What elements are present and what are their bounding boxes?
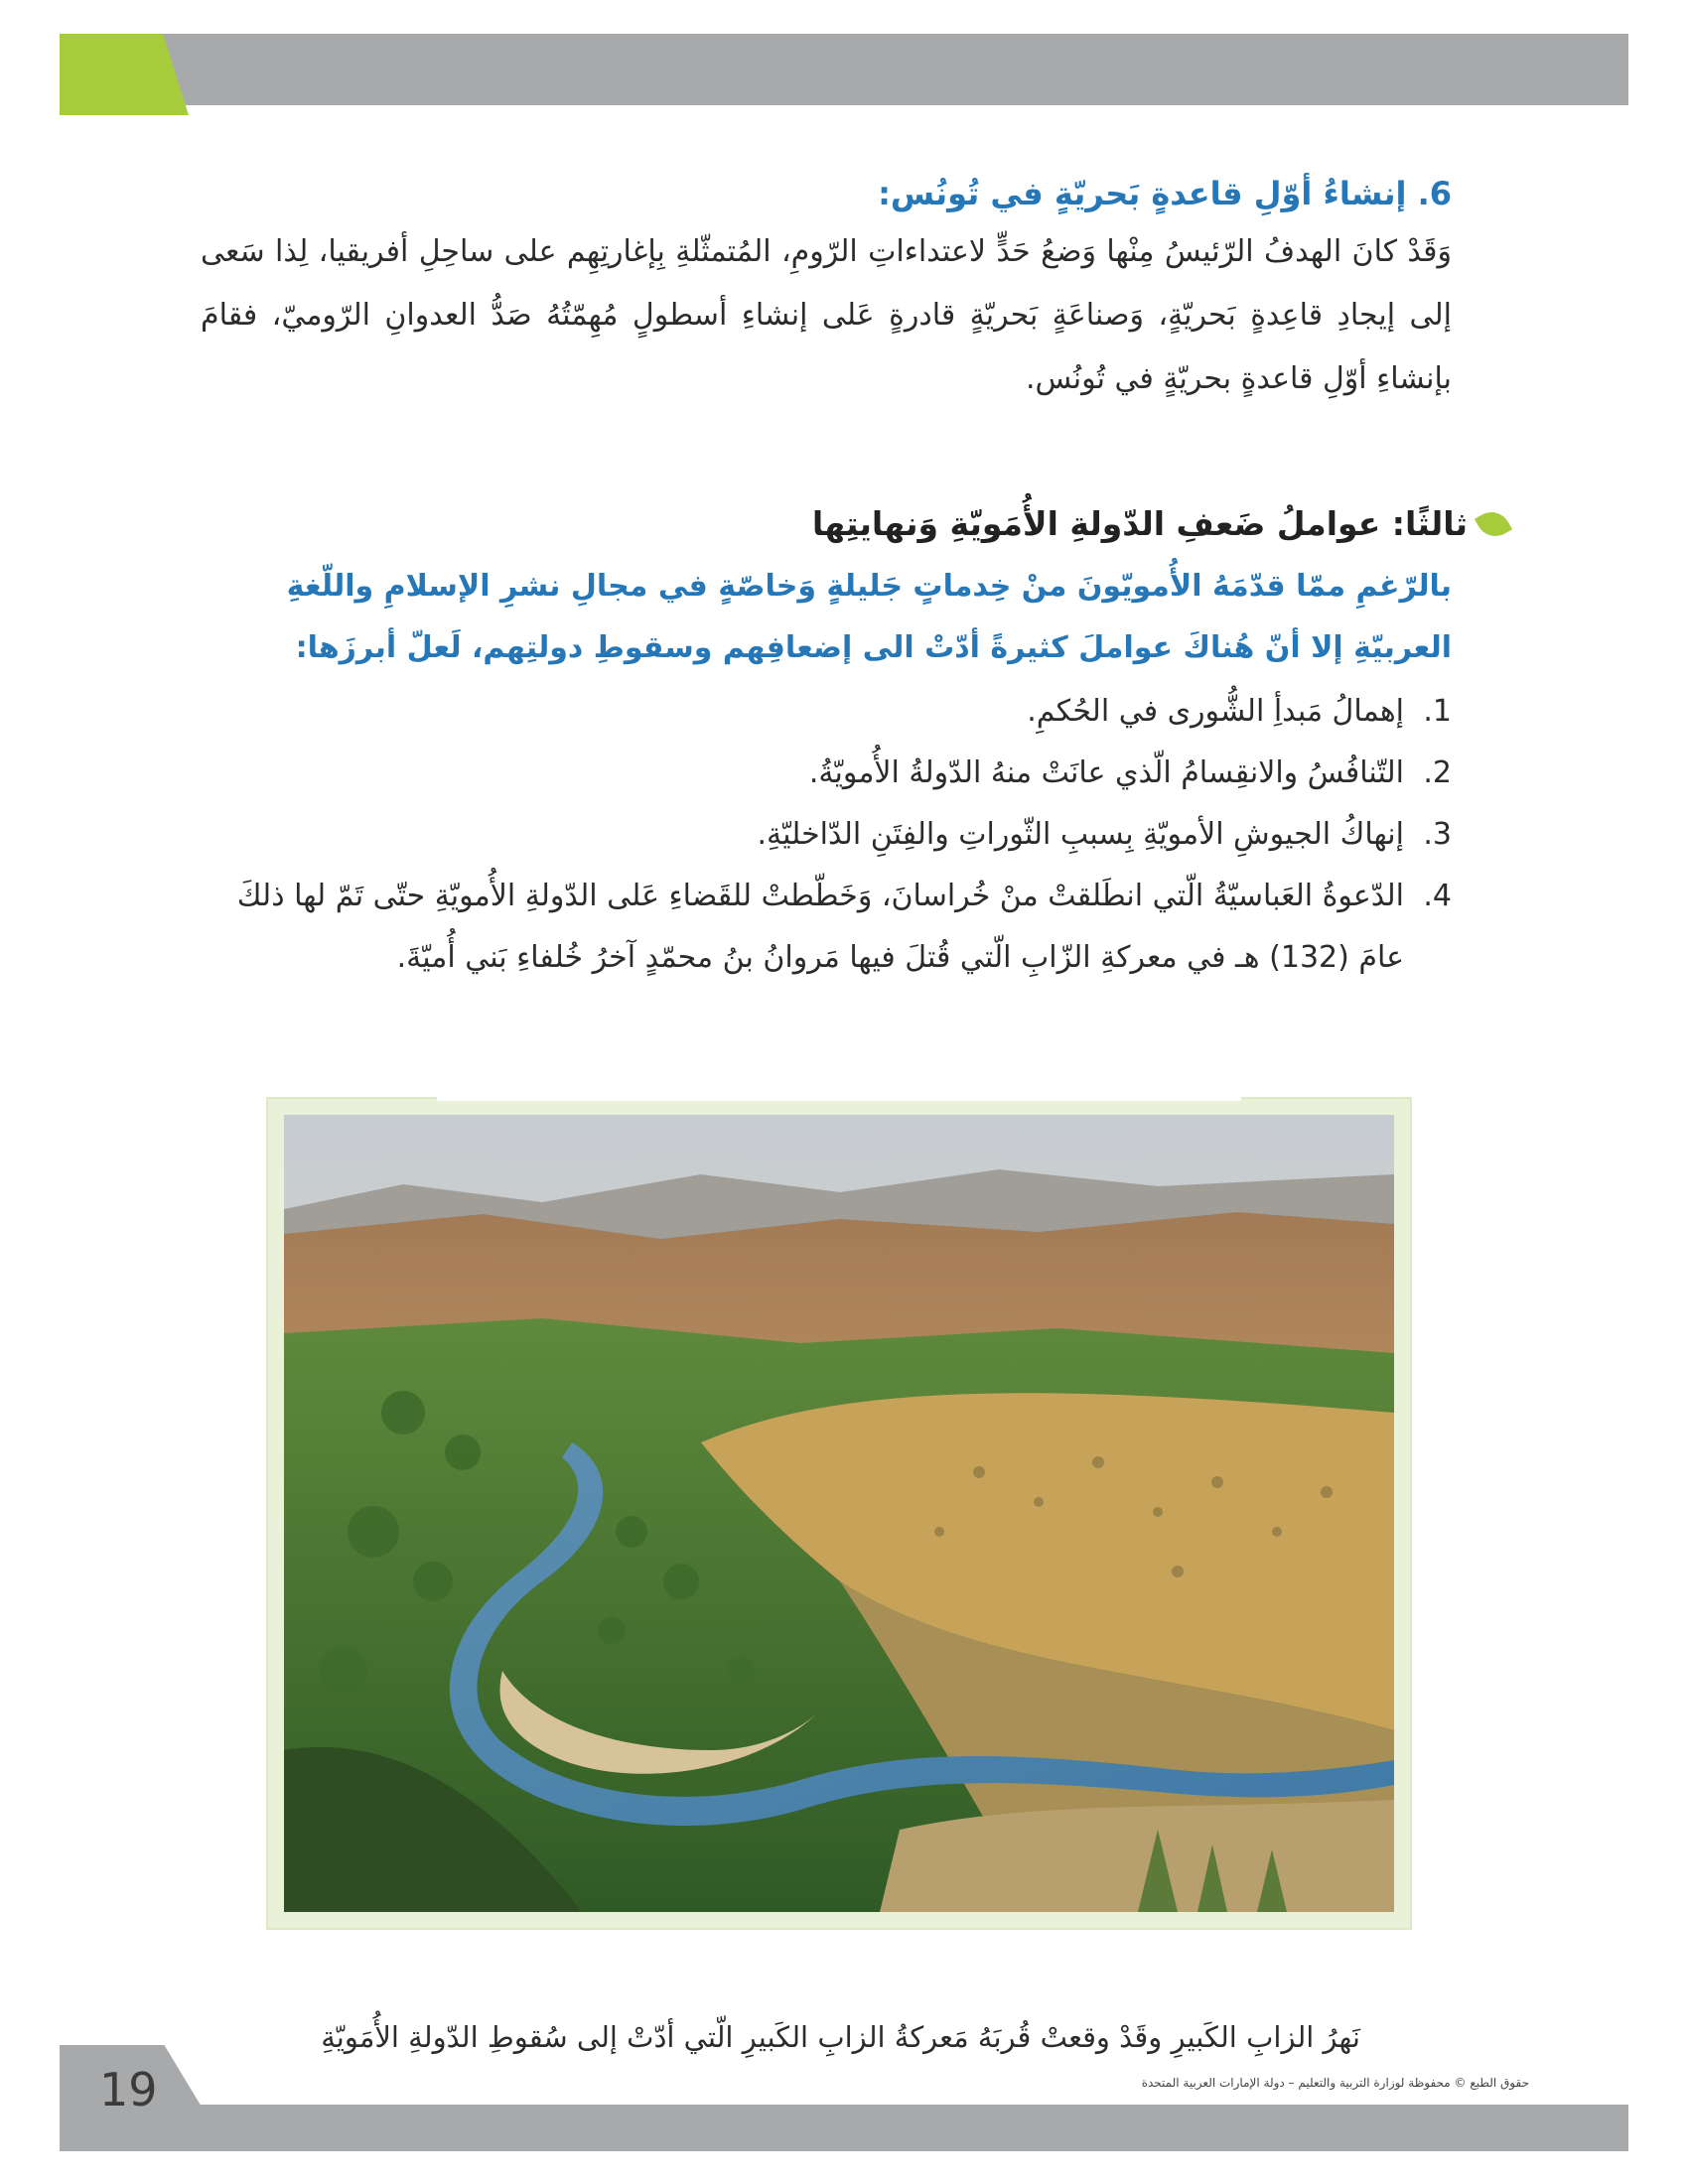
river-photo xyxy=(284,1115,1394,1912)
footer-band xyxy=(189,2105,1628,2151)
leaf-icon xyxy=(1475,505,1512,543)
intro-text: بالرّغمِ ممّا قدّمَهُ الأُمويّونَ منْ خِدماتٍ جَليلةٍ وَخاصّةٍ في مجالِ نشرِ الإسلامِ واللّغةِ العربيّةِ إلا أنّ هُناكَ عواملَ كثيرةً أدّتْ الى إضعافِهم وسقوطِ دولتِهم، لَعلّ أبرزَها: xyxy=(286,569,1452,665)
item-text: التّنافُسُ والانقِسامُ الّذي عانَتْ منهُ الدّولةُ الأُمويّةُ. xyxy=(808,755,1404,790)
factors-list xyxy=(199,681,1507,989)
heading-row xyxy=(199,496,1507,552)
item-number: 2. xyxy=(1423,755,1452,790)
copyright-notice: حقوق الطبع © محفوظة لوزارة التربية والتعليم – دولة الإمارات العربية المتحدة xyxy=(1141,2076,1529,2090)
item-number: 1. xyxy=(1423,694,1452,729)
section-body: وَقَدْ كانَ الهدفُ الرّئيسُ مِنْها وَضعُ حَدٍّ لاعتداءاتِ الرّومِ، المُتمثّلةِ بِإغارتِهِم على ساحِلِ أفريقيا، لِذا سَعى إلى إيجادِ قاعِدةٍ بَحريّةٍ، وَصناعَةٍ بَحريّةٍ قادرةٍ عَلى إنشاءِ أسطولٍ مُهِمّتُهُ صَدُّ العدوانِ الرّوميّ، فقامَ بإنشاءِ أوّلِ قاعدةٍ بحريّةٍ في تُونُس. xyxy=(201,234,1452,396)
list-item xyxy=(199,743,1452,804)
list-item xyxy=(199,804,1452,866)
header-band xyxy=(60,34,1628,105)
section-title: ثالثًا: عواملُ ضَعفِ الدّولةِ الأُمَويّةِ وَنهايتِها xyxy=(811,504,1468,543)
section-decline-factors xyxy=(199,496,1507,989)
item-number: 3. xyxy=(1423,817,1452,852)
section-naval-base xyxy=(201,167,1452,411)
item-text: الدّعوةُ العَباسيّةُ الّتي انطَلقتْ منْ خُراسانَ، وَخَطّطتْ للقَضاءِ عَلى الدّولةِ الأُمويّةِ حتّى تَمّ لها ذلكَ عامَ (132) هـ في معركةِ الزّابِ الّتي قُتلَ فيها مَروانُ بنُ محمّدٍ آخرُ خُلفاءِ بَني أُميّةَ. xyxy=(236,879,1404,975)
photo-caption: نَهرُ الزابِ الكَبيرِ وقَدْ وقعتْ قُربَهُ مَعركةُ الزابِ الكَبيرِ الّتي أدّتْ إلى سُقوطِ الدّولةِ الأُمَويّةِ xyxy=(321,2020,1360,2054)
item-text: إنهاكُ الجيوشِ الأمويّةِ بِسببِ الثّوراتِ والفِتَنِ الدّاخليّةِ. xyxy=(757,817,1404,852)
item-number: 4. xyxy=(1423,879,1452,913)
page-number: 19 xyxy=(99,2063,158,2116)
list-item xyxy=(199,866,1452,989)
item-text: إهمالُ مَبدأِ الشُّورى في الحُكمِ. xyxy=(1027,694,1404,729)
section-heading: 6. إنشاءُ أوّلِ قاعدةٍ بَحريّةٍ في تُونُس: xyxy=(878,175,1452,212)
photo-frame xyxy=(266,1097,1412,1930)
landscape-illustration xyxy=(284,1115,1394,1912)
list-item xyxy=(199,681,1452,743)
